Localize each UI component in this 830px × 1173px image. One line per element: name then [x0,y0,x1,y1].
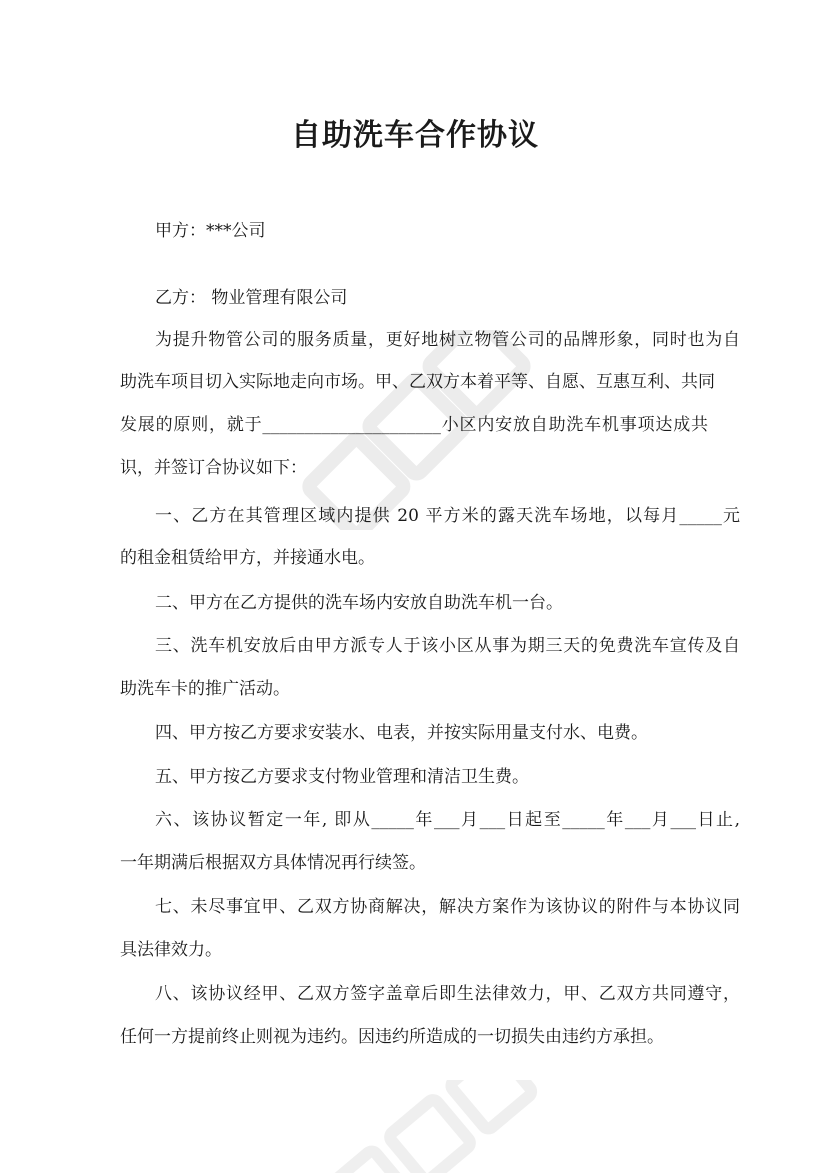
clause-6-line-1: 六、该协议暂定一年, 即从_____年___月___日起至_____年___月___日止, [155,810,740,830]
intro-line-3: 发展的原则，就于_____________________小区内安放自助洗车机事项达成共 [120,415,708,435]
clause-3-line-1: 三、洗车机安放后由甲方派专人于该小区从事为期三天的免费洗车宣传及自 [155,636,740,656]
clause-7-line-1: 七、未尽事宜甲、乙双方协商解决，解决方案作为该协议的附件与本协议同 [155,897,740,917]
document-title: 自助洗车合作协议 [291,118,539,153]
clause-4-line-1: 四、甲方按乙方要求安装水、电表，并按实际用量支付水、电费。 [155,723,648,743]
clause-1-line-1: 一、乙方在其管理区域内提供 20 平方米的露天洗车场地，以每月_____元 [155,506,740,526]
intro-line-4: 识，并签订合协议如下： [120,458,307,478]
watermark-graphic-bottom [300,1080,560,1173]
clause-6-line-2: 一年期满后根据双方具体情况再行续签。 [120,853,426,873]
party-b: 乙方： 物业管理有限公司 [155,288,348,308]
intro-line-1: 为提升物管公司的服务质量，更好地树立物管公司的品牌形象，同时也为自 [155,330,740,350]
party-a: 甲方：***公司 [155,221,266,241]
clause-5-line-1: 五、甲方按乙方要求支付物业管理和清洁卫生费。 [155,767,529,787]
clause-2-line-1: 二、甲方在乙方提供的洗车场内安放自助洗车机一台。 [155,593,563,613]
clause-8-line-1: 八、该协议经甲、乙双方签字盖章后即生法律效力，甲、乙双方共同遵守， [155,984,740,1004]
clause-1-line-2: 的租金租赁给甲方，并接通水电。 [120,548,375,568]
clause-8-line-2: 任何一方提前终止则视为违约。因违约所造成的一切损失由违约方承担。 [120,1027,664,1047]
intro-line-2: 助洗车项目切入实际地走向市场。甲、乙双方本着平等、自愿、互惠互利、共同 [120,372,715,392]
clause-3-line-2: 助洗车卡的推广活动。 [120,679,290,699]
clause-7-line-2: 具法律效力。 [120,940,222,960]
